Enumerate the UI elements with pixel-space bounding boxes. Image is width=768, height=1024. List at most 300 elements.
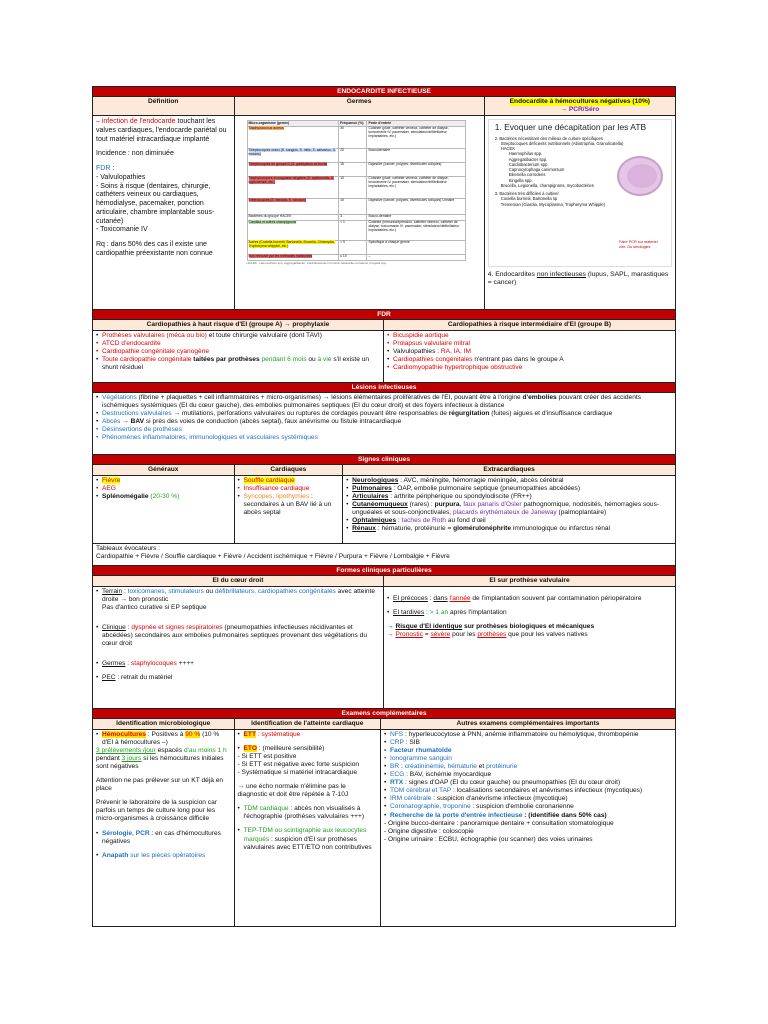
fd-t2d: (pneumopathies infectieuses récidivantes et abcédées) secondaires aux embolies pulmonaires septiques provenant des végétations du cœur droit bbox=[102, 624, 368, 648]
fp-p4b: Pronostic bbox=[395, 631, 423, 639]
signes-header-row bbox=[93, 465, 675, 476]
fdr-item-1: - Valvulopathies bbox=[96, 173, 146, 181]
pcr-sero: → PCR/Séro bbox=[560, 106, 600, 114]
list-item: • Insuffisance cardiaque bbox=[238, 485, 340, 493]
fp-p3 bbox=[387, 623, 672, 631]
top-header-row bbox=[93, 97, 675, 116]
formes-h-droit: EI du cœur droit bbox=[93, 576, 384, 586]
ea-a14: - Origine urinaire : ECBU, échographie (ou scanner) des voies urinaires bbox=[384, 835, 593, 843]
fdr-l4d: ou bbox=[306, 356, 316, 364]
fdr-header-row bbox=[93, 320, 675, 331]
ec-c7b: : abcès non visualisés à l'échographie (prothèses valvulaires +++) bbox=[243, 805, 365, 821]
definition-text bbox=[96, 118, 231, 144]
fd-t2b: : bbox=[125, 624, 132, 632]
definition-row bbox=[93, 116, 675, 310]
germ-freq: 20 bbox=[339, 148, 367, 162]
germ-name: Candida et autres champignons bbox=[248, 220, 297, 225]
se-e5c: taches de Roth bbox=[401, 517, 446, 525]
list-item bbox=[387, 356, 672, 364]
lesions-row bbox=[93, 393, 675, 455]
germ-entry: Spécifique à chaque germe bbox=[367, 240, 465, 254]
formes-prothese-cell bbox=[384, 587, 675, 708]
se-e6d: immunologique ou infarctus rénal bbox=[511, 525, 610, 533]
examens-micro-list-2 bbox=[96, 830, 231, 846]
examens-card-list-3 bbox=[238, 805, 378, 821]
examens-content-row bbox=[93, 730, 675, 926]
les-v2a: Destructions valvulaires bbox=[102, 410, 172, 418]
se-e4g: placards érythémateux de Janeway bbox=[452, 509, 557, 517]
fp-p4 bbox=[387, 631, 672, 639]
se-e4d: , bbox=[459, 501, 464, 509]
fd-t4b: : retrait du matériel bbox=[115, 674, 173, 682]
em-hemoc: Hémocultures bbox=[102, 731, 146, 739]
signes-generaux-list bbox=[96, 477, 231, 501]
germ-freq: 10 bbox=[339, 176, 367, 198]
list-item bbox=[96, 477, 231, 485]
germ-name: Bactéries du groupe HACEK bbox=[248, 214, 292, 219]
fdr-item-2: - Soins à risque (dentaires, chirurgie, cathéters veineux ou cardiaques, hémodialyse, pacemaker, ponction articulaire, chambre implantable sous- cutanée) bbox=[96, 182, 215, 225]
fdr-label bbox=[96, 165, 231, 174]
list-item bbox=[346, 477, 672, 485]
formes-header-row bbox=[93, 576, 675, 587]
list-item: • Désinsertions de prothèses bbox=[96, 426, 672, 434]
ea-a5c: créatininémie bbox=[404, 763, 444, 771]
ea-a2a: CRP bbox=[390, 739, 404, 747]
list-item bbox=[238, 477, 340, 485]
negatives-cell bbox=[485, 116, 675, 309]
les-v1a: Végétations bbox=[102, 394, 137, 402]
em-m2e: 3 jours bbox=[121, 755, 142, 763]
list-item: Pas d'antico curative si EP septique bbox=[102, 604, 207, 612]
table-row bbox=[247, 176, 465, 198]
germ-name: Staphylocoques à coagulase négative (S. epidermidis, S. lugdunensis, etc.) bbox=[248, 176, 335, 185]
em-m2b: espacés bbox=[155, 747, 184, 755]
fdr-l1b: et toute chirurgie valvulaire (dont TAVI) bbox=[206, 332, 322, 340]
fd-t1b: : bbox=[122, 588, 128, 596]
tableaux-text: Cardiopathie + Fièvre / Souffle cardiaque + Fièvre / Accident ischémique + Fièvre / Purpura + Fièvre / Lombalgie + Fièvre bbox=[96, 553, 450, 561]
list-item: • Cardiopathie congénitale cyanogène bbox=[96, 348, 380, 356]
fd-t1e: défibrillateurs, cardiopathies congénitales bbox=[214, 588, 336, 596]
em-m1c: 90 % bbox=[185, 731, 201, 739]
ea-a5a: BR bbox=[390, 763, 400, 771]
tableaux-cell bbox=[93, 544, 675, 565]
list-item: • Ionogramme sanguin bbox=[384, 755, 672, 763]
examens-h-autres: Autres examens complémentaires importants bbox=[381, 719, 675, 729]
signes-h-extracardiaques: Extracardiaques bbox=[343, 465, 675, 475]
definition-cell bbox=[93, 116, 235, 309]
les-v3c: BAV bbox=[130, 418, 145, 426]
ea-a2b: : SIB bbox=[403, 739, 420, 747]
ea-a9a: IRM cérébrale bbox=[390, 795, 432, 803]
sc-syncopes-rest: : secondaires à un BAV lié à un abcès septal bbox=[243, 493, 332, 517]
ea-a8b: : localisations secondaires et anévrismes infectieux (mycotiques) bbox=[451, 787, 643, 795]
fdr-bar: FDR bbox=[93, 310, 675, 320]
germs-th-freq: Fréquence (%) bbox=[339, 121, 367, 127]
se-e2a: Pulmonaires bbox=[352, 485, 392, 493]
se-e4a: Cutanéomuqueux bbox=[352, 501, 408, 509]
neg-item-3: 3. Bactéries très difficiles à cultiver bbox=[494, 191, 559, 197]
list-item bbox=[384, 787, 672, 795]
fdr-label-text: FDR bbox=[96, 165, 111, 173]
se-e1a: Neurologiques bbox=[352, 477, 399, 485]
ea-a6a: ECG bbox=[390, 771, 405, 779]
formes-h-prothese: EI sur prothèse valvulaire bbox=[384, 576, 675, 586]
fp-p4c: = bbox=[422, 631, 431, 639]
fp-p4f: prothèses bbox=[477, 631, 507, 639]
list-item bbox=[96, 852, 231, 860]
incidence: Incidence : non diminuée bbox=[96, 150, 174, 158]
fd-t3d: ++++ bbox=[176, 660, 195, 668]
em-m2a: 3 prélèvements /jour bbox=[96, 747, 156, 755]
list-item: Brucella, Legionella, champignons, mycobactéries bbox=[500, 182, 594, 188]
list-item bbox=[96, 588, 380, 604]
fd-t3b: : bbox=[125, 660, 131, 668]
formes-droit-list bbox=[96, 588, 380, 612]
germ-freq: 10 bbox=[339, 198, 367, 214]
table-row bbox=[247, 198, 465, 214]
em-m6a: Anapath bbox=[102, 851, 129, 859]
fdr-l4b: taitées par prothèses bbox=[191, 356, 260, 364]
germs-th-entry: Porte d'entrée bbox=[367, 121, 465, 127]
formes-prothese-list bbox=[387, 595, 672, 603]
list-item: Streptocoques déficients nutritionnels (Abiotrophia, Granulicatella) bbox=[500, 140, 624, 146]
list-item bbox=[346, 485, 672, 493]
se-e2b: : OAP, embolie pulmonaire septique (pneumopathies abcédées) bbox=[391, 485, 581, 493]
se-e5b: : bbox=[396, 517, 402, 525]
fdr-l4c: pendant 6 mois bbox=[259, 356, 307, 364]
examens-autres-cell bbox=[381, 730, 675, 926]
ea-a13: - Origine digestive : coloscopie bbox=[384, 827, 474, 835]
germs-footnote: HACEK : Haemophilus spp, Aggregatibacter, Cardiobacterium hominis, Eikenella corrodens, Kingella spp. bbox=[246, 260, 387, 265]
fp-p4g: que pour les valves natives bbox=[506, 631, 588, 639]
fdr-right-header: Cardiopathies à risque intermédiaire d'EI (groupe B) bbox=[384, 320, 675, 330]
neg-title: 1. Evoquer une décapitation par les ATB bbox=[494, 122, 647, 133]
germ-entry: Digestive (cancer, polypes, diverticules coliques) bbox=[367, 162, 465, 176]
examens-card-list bbox=[238, 731, 378, 739]
germ-entry: – bbox=[367, 254, 465, 260]
les-v3b: → bbox=[120, 418, 131, 426]
signes-bar: Signes cliniques bbox=[93, 455, 675, 465]
fd-germes: Germes bbox=[102, 660, 126, 668]
em-m2d: pendant bbox=[96, 755, 122, 763]
ea-a5g: protéinurie bbox=[486, 763, 518, 771]
formes-bar: Formes cliniques particulières bbox=[93, 566, 675, 576]
fdr-r4a: Cardiopathies congénitales bbox=[393, 356, 473, 364]
les-v3d: si près des voies de conduction (abcès septal), faux anévrisme ou fistule intracardiaque bbox=[144, 418, 402, 426]
definition-keyword: – infection de l'endocarde bbox=[96, 118, 176, 126]
list-item bbox=[346, 525, 672, 533]
signes-generaux-cell bbox=[93, 476, 235, 543]
neg-item-4-u: non infectieuses bbox=[536, 271, 586, 279]
se-e3a: Articulaires bbox=[352, 493, 389, 501]
list-item: • Cardiomyopathie hypertrophique obstructive bbox=[387, 364, 672, 372]
formes-prothese-list-2 bbox=[387, 609, 672, 617]
list-item: Coxiella burnetii, Bartonella sp bbox=[500, 196, 558, 202]
fp-p1f: de l'implantation souvent par contamination périopératoire bbox=[470, 595, 642, 603]
sg-spleno: Splénomégalie bbox=[102, 493, 149, 501]
list-item: • ATCD d'endocardite bbox=[96, 340, 380, 348]
list-item bbox=[96, 674, 380, 682]
ec-c3: - Si ETT est positive bbox=[237, 753, 297, 761]
se-e5a: Ophtalmiques bbox=[352, 517, 397, 525]
ea-a8a: TDM cérébral et TAP bbox=[390, 787, 452, 795]
table-row bbox=[247, 254, 465, 260]
fdr-content-row bbox=[93, 331, 675, 383]
list-item: Haemophilus spp. bbox=[508, 151, 543, 157]
ea-a10a: Coronarographie, troponine bbox=[390, 803, 471, 811]
se-e6b: : hématurie, protéinurie = bbox=[375, 525, 454, 533]
fd-t1d: ou bbox=[203, 588, 215, 596]
list-item bbox=[96, 660, 380, 668]
examens-h-micro: Identification microbiologique bbox=[93, 719, 235, 729]
tableaux-row bbox=[93, 544, 675, 566]
summary-sheet bbox=[92, 86, 676, 927]
definition-rest: touchant les valves cardiaques, l'endocarde pariétal ou tout matériel intracardiaque implanté bbox=[96, 118, 227, 143]
germs-th-germ: Micro-organisme (germe) bbox=[247, 121, 339, 127]
formes-droit-list-2 bbox=[96, 624, 380, 648]
ea-a5d: , bbox=[443, 763, 448, 771]
ec-c5: - Systématique si matériel intracardiaque bbox=[237, 769, 357, 777]
list-item bbox=[387, 348, 672, 356]
fp-p4a: → bbox=[387, 631, 396, 639]
list-item bbox=[384, 779, 672, 787]
list-item bbox=[96, 493, 231, 501]
ec-eto: ETO bbox=[243, 745, 257, 753]
germ-name: Non retrouvé par les méthodes habituelles bbox=[248, 254, 313, 259]
sc-souffle: Souffle cardiaque bbox=[243, 477, 295, 485]
list-item: Aggregatibacter spp. bbox=[508, 156, 548, 162]
neg-item-2: 2. Bactéries nécessitant des milieux de culture spécifiques bbox=[494, 135, 603, 141]
ea-a11a: Recherche de la porte d'entrée infectieuse bbox=[390, 811, 523, 819]
examens-card-list-4 bbox=[238, 827, 378, 851]
tableaux-title: Tableaux évocateurs : bbox=[96, 545, 161, 553]
fdr-right-cell bbox=[384, 331, 675, 382]
fd-t3c: staphylocoques bbox=[130, 660, 177, 668]
examens-h-cardiaque: Identification de l'atteinte cardiaque bbox=[235, 719, 382, 729]
fp-p1a: EI précoces bbox=[393, 595, 428, 603]
germ-freq: 30 bbox=[339, 126, 367, 148]
signes-cardiaques-cell bbox=[235, 476, 344, 543]
sg-spleno-pct: (20-30 %) bbox=[148, 493, 180, 501]
list-item: • AEG bbox=[96, 485, 231, 493]
fp-p1b: : bbox=[427, 595, 434, 603]
list-item bbox=[96, 332, 380, 340]
examens-bar: Examens complémentaires bbox=[93, 709, 675, 719]
ea-a1a: NFS bbox=[390, 731, 404, 739]
examens-autres-list bbox=[384, 731, 672, 819]
formes-droit-cell bbox=[93, 587, 384, 708]
fdr-r3b: RA, IA, IM bbox=[440, 348, 471, 356]
ea-a7b: : signes d'OAP (EI du cœur gauche) ou pneumopathies (EI du cœur droit) bbox=[403, 779, 621, 787]
list-item bbox=[346, 517, 672, 525]
formes-droit-list-4 bbox=[96, 674, 380, 682]
examens-micro-list-3 bbox=[96, 852, 231, 860]
fp-p1c: dans bbox=[433, 595, 448, 603]
ea-a5f: et bbox=[476, 763, 487, 771]
germ-name: Streptocoques oraux (S. sanguis, S. mitis, S. salivarius, S. mutans) bbox=[248, 148, 336, 157]
germ-name: Entérocoques (E. faecalis, E. faecium) bbox=[248, 198, 307, 203]
table-row bbox=[247, 240, 465, 254]
ea-a12: - Origine bucco-dentaire : panoramique dentaire + consultation stomatologique bbox=[384, 819, 614, 827]
list-item bbox=[238, 493, 340, 517]
table-row bbox=[247, 148, 465, 162]
ec-c2b: : (meilleure sensibilité) bbox=[256, 745, 325, 753]
fd-t1c: toxicomanes, stimulateurs bbox=[127, 588, 204, 596]
les-v1b: (fibrine + plaquettes + cell inflammatoires + micro-organismes) → lésions élémentaires prolifératives de l'EI, pouvant être à l'origine bbox=[136, 394, 523, 402]
fdr-colon: : bbox=[110, 165, 115, 173]
fp-p2d: après l'implantation bbox=[448, 609, 507, 617]
les-v2c: régurgitation bbox=[448, 410, 490, 418]
em-m5a: Sérologie bbox=[102, 829, 133, 837]
fp-p3b: Risque d'EI identique bbox=[395, 623, 463, 631]
list-item bbox=[346, 493, 672, 501]
em-m6b: sur les pièces opératoires bbox=[128, 851, 206, 859]
signes-h-cardiaques: Cardiaques bbox=[235, 465, 344, 475]
les-v3a: Abcès bbox=[102, 418, 121, 426]
list-item bbox=[96, 830, 231, 846]
em-m1d: (10 % d'EI à hémocultures –) bbox=[102, 731, 220, 747]
examens-header-row bbox=[93, 719, 675, 730]
list-item: • Facteur rhumatoïde bbox=[384, 747, 672, 755]
petri-dish-inner-icon bbox=[627, 164, 657, 188]
neg-item-4-prefix: 4. Endocardites bbox=[487, 271, 537, 279]
ec-c6: → une écho normale n'élimine pas le diagnostic et doit être répétée à 7-10J bbox=[237, 783, 349, 799]
em-m1b: : Positives à bbox=[145, 731, 186, 739]
fp-p2c: > 1 an bbox=[429, 609, 449, 617]
lesions-cell bbox=[93, 393, 675, 454]
fp-p2b: : bbox=[424, 609, 430, 617]
rq-note: Rq : dans 50% des cas il existe une cardiopathie préexistante non connue bbox=[96, 241, 213, 257]
ec-c8b: : suspicion d'EI sur prothèses valvulaires avec ETT/ETO non contributives bbox=[243, 835, 372, 851]
signes-cardiaques-list bbox=[238, 477, 340, 517]
list-item bbox=[238, 731, 378, 739]
signes-content-row bbox=[93, 476, 675, 544]
ea-a9b: : suspicion d'anévrisme infectieux (mycotique) bbox=[431, 795, 568, 803]
lesions-bar: Lésions infectieuses bbox=[93, 383, 675, 393]
ea-a5b: : bbox=[399, 763, 405, 771]
fdr-l4a: Toute cardiopathie congénitale bbox=[102, 356, 192, 364]
list-item bbox=[96, 624, 380, 648]
list-item bbox=[96, 356, 380, 372]
ea-a6b: : BAV, ischémie myocardique bbox=[404, 771, 492, 779]
table-row bbox=[247, 220, 465, 240]
germ-freq: < 1 bbox=[339, 220, 367, 240]
les-v1c: d'embolies bbox=[522, 394, 557, 402]
ec-c8a: TEP-TDM ou scintigraphie aux leucocytes marqués bbox=[243, 827, 367, 843]
list-item bbox=[96, 410, 672, 418]
em-m2c: d'au moins 1 h bbox=[183, 747, 227, 755]
negatives-header bbox=[485, 97, 675, 115]
se-e4f: pathognomique, nodosités, hémorragies sous-unguéales et sous-conjonctivales, bbox=[352, 501, 660, 517]
list-item bbox=[384, 771, 672, 779]
list-item: HACEK bbox=[500, 146, 516, 152]
list-item: Trememan (Giardia, Mycoplasma, Tropheryma Whipple) bbox=[500, 201, 606, 207]
em-m5d: : en cas d'hémocultures négatives bbox=[102, 829, 221, 845]
em-m5c: PCR bbox=[135, 829, 150, 837]
list-item: Capnocytophaga canimorsum bbox=[508, 167, 565, 173]
list-item bbox=[384, 763, 672, 771]
list-item bbox=[96, 394, 672, 410]
list-item: Kingella spp. bbox=[508, 177, 533, 183]
lesions-list bbox=[96, 394, 672, 442]
fp-p3c: sur prothèses biologiques et mécaniques bbox=[462, 623, 595, 631]
fd-clinique: Clinique bbox=[102, 624, 126, 632]
se-e4e: faux panaris d'Osler bbox=[463, 501, 522, 509]
examens-card-list-2 bbox=[238, 745, 378, 753]
em-m3: Attention ne pas prélever sur un KT déjà en place bbox=[96, 777, 224, 793]
list-item bbox=[384, 803, 672, 811]
fdr-r3a: Valvulopathies : bbox=[393, 348, 441, 356]
se-e4b: (rares) : bbox=[407, 501, 435, 509]
germs-cell bbox=[235, 116, 485, 309]
fp-p1e: l'année bbox=[449, 595, 471, 603]
les-v2b: → mutilations, perforations valvulaires ou ruptures de cordages pouvant être responsables de bbox=[171, 410, 449, 418]
fp-p4e: pour les bbox=[450, 631, 478, 639]
germ-entry: Buccodentaire bbox=[367, 148, 465, 162]
fdr-r4b: n'entrant pas dans le groupe A bbox=[472, 356, 564, 364]
germes-header: Germes bbox=[235, 97, 485, 115]
fdr-left-list bbox=[96, 332, 380, 372]
negatives-title: Endocardite à hémocultures négatives (10%) bbox=[509, 98, 650, 105]
les-v1d: pouvant créer des accidents ischémiques systémiques (EI du cœur gauche), des embolies pulmonaires septiques (EI du cœur droit) et des foyers infectieux à distance bbox=[102, 394, 642, 410]
ea-a11b: : (identifiée dans 50% cas) bbox=[522, 811, 607, 819]
list-item bbox=[384, 739, 672, 747]
se-e1b: : AVC, méningite, hémorragie méningée, abcès cérébral bbox=[398, 477, 564, 485]
germ-entry: Digestive (cancer, polypes, diverticules coliques) Urinaire bbox=[367, 198, 465, 214]
examens-micro-list bbox=[96, 731, 231, 747]
em-m4: Prévenir le laboratoire de la suspicion car parfois un temps de culture long pour les micro-organismes à croissance difficile bbox=[96, 799, 217, 823]
germ-entry: Bucco-dentaire bbox=[367, 214, 465, 220]
fdr-l4e: à vie bbox=[315, 356, 332, 364]
list-item bbox=[387, 609, 672, 617]
fdr-item-3: - Toxicomanie IV bbox=[96, 226, 148, 234]
definition-header: Définition bbox=[93, 97, 235, 115]
list-item: • Prolapsus valvulaire mitral bbox=[387, 340, 672, 348]
germ-name: Autres (Coxiella burnetii, Bartonella, Brucella, Chlamydia, Tropheryma whipplei, etc.) bbox=[248, 240, 335, 249]
neg-item-4 bbox=[488, 271, 672, 288]
ea-a5e: hématurie bbox=[447, 763, 477, 771]
em-m2f: si les hémocultures initiales sont négatives bbox=[96, 755, 224, 771]
fdr-left-cell bbox=[93, 331, 384, 382]
sc-syncopes: Syncopes, lipothymies bbox=[243, 493, 310, 501]
examens-micro-cell bbox=[93, 730, 235, 926]
list-item: • Phénomènes inflammatoires, immunologiques et vasculaires systémiques bbox=[96, 434, 672, 442]
germ-entry: Cutanée (plaie, cathéter veineux, cathéter de dialyse, toxicomanie IV, pacemaker, stimulateur/défibrillateur implantables, etc.) bbox=[367, 176, 465, 198]
neg-note: Faire PCR sur matériel chir. Ou sérologies bbox=[619, 240, 658, 249]
fdr-right-list bbox=[387, 332, 672, 372]
list-item bbox=[384, 731, 672, 739]
germ-freq: 3 bbox=[339, 214, 367, 220]
list-item bbox=[384, 795, 672, 803]
fd-t2c: dyspnée et signes respiratoires bbox=[131, 624, 223, 632]
fdr-left-header: Cardiopathies à haut risque d'EI (groupe A) → prophylaxie bbox=[93, 320, 384, 330]
formes-content-row bbox=[93, 587, 675, 709]
fd-terrain: Terrain bbox=[102, 588, 123, 596]
se-e6a: Rénaux bbox=[352, 525, 376, 533]
fd-pec: PEC bbox=[102, 674, 116, 682]
se-e6c: glomérulonéphrite bbox=[453, 525, 512, 533]
list-item: Cardiobacterium spp. bbox=[508, 161, 549, 167]
list-item bbox=[387, 595, 672, 603]
germ-freq: ≤ 10 bbox=[339, 254, 367, 260]
list-item bbox=[238, 745, 378, 753]
fp-p2a: EI tardives bbox=[393, 609, 425, 617]
fdr-l1a: Prothèses valvulaires (méca ou bio) bbox=[102, 332, 207, 340]
list-item: • Bicuspidie aortique bbox=[387, 332, 672, 340]
table-row bbox=[247, 162, 465, 176]
title-bar: ENDOCARDITE INFECTIEUSE bbox=[93, 87, 675, 97]
germs-table bbox=[247, 120, 466, 261]
